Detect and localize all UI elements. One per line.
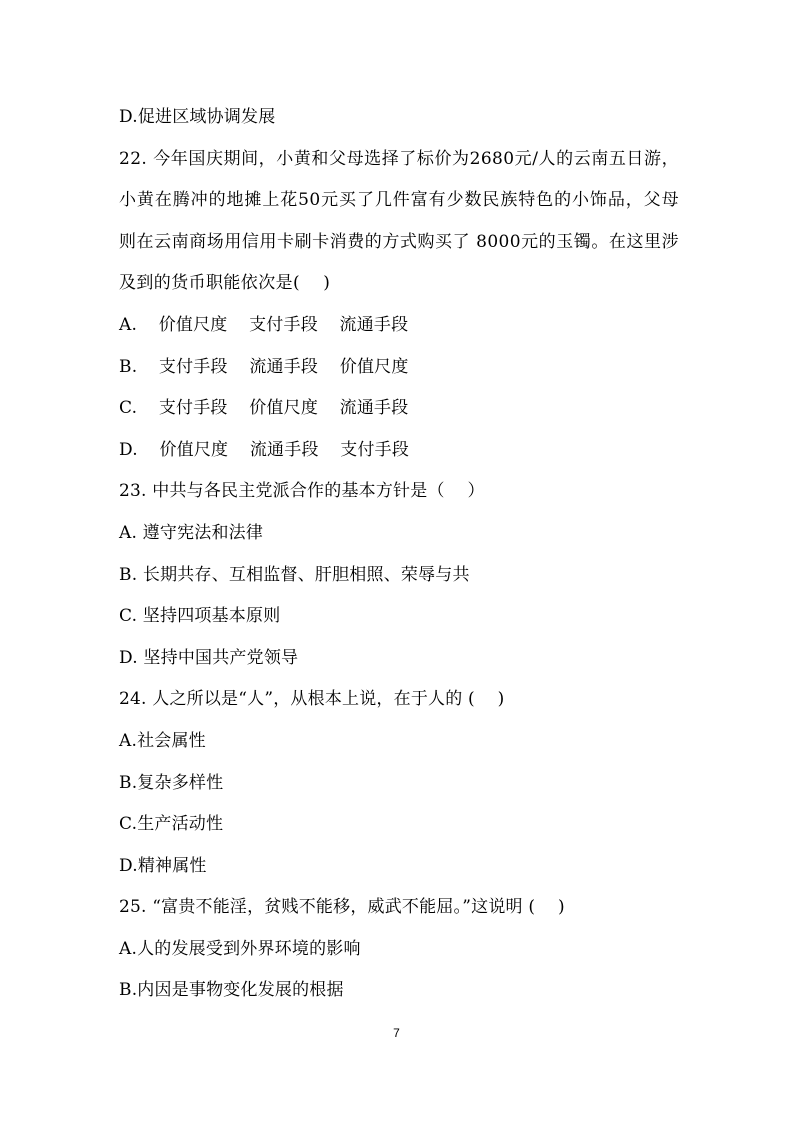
q22-option-a-item-2: 支付手段: [249, 314, 318, 335]
q22-option-c-label: C.: [119, 398, 143, 419]
q22-option-c-item-3: 流通手段: [339, 398, 409, 419]
q23-option-b: B. 长期共存、互相监督、肝胆相照、荣辱与共: [119, 564, 470, 585]
q25-option-a: A.人的发展受到外界环境的影响: [119, 938, 361, 959]
q24-option-c: C.生产活动性: [119, 814, 224, 835]
q23-stem: 23. 中共与各民主党派合作的基本方针是（ ）: [119, 481, 485, 502]
q24-option-b: B.复杂多样性: [119, 772, 224, 793]
q22-option-c-item-1: 支付手段: [158, 398, 228, 419]
q22-option-a: [119, 305, 679, 347]
q21-option-d: D.促进区域协调发展: [119, 107, 276, 127]
q24-stem: 24. 人之所以是“人”，从根本上说，在于人的 ( ): [119, 689, 505, 710]
q24-option-d: D.精神属性: [119, 855, 207, 876]
q22-option-a-label: A.: [119, 314, 143, 335]
q22-option-d: [119, 430, 679, 472]
q25-stem: 25. “富贵不能淫，贫贱不能移，威武不能屈。”这说明 ( ): [119, 897, 565, 918]
q23-option-d: D. 坚持中国共产党领导: [119, 647, 299, 668]
q24-option-a: A.社会属性: [119, 730, 206, 751]
q22-option-d-item-3: 支付手段: [340, 439, 410, 460]
q22-option-b-item-3: 价值尺度: [339, 356, 409, 377]
q22-option-d-item-2: 流通手段: [249, 439, 319, 460]
q22-option-a-item-3: 流通手段: [339, 314, 409, 335]
q22-option-c-item-2: 价值尺度: [249, 398, 319, 419]
q22-option-b-item-1: 支付手段: [158, 356, 228, 377]
q25-option-b: B.内因是事物变化发展的根据: [119, 980, 344, 1001]
q22-option-d-label: D.: [119, 439, 144, 460]
q22-option-a-item-1: 价值尺度: [158, 314, 228, 335]
q22-option-c: [119, 388, 679, 430]
q22-option-b-item-2: 流通手段: [249, 356, 319, 377]
q22-stem: 22. 今年国庆期间，小黄和父母选择了标价为2680元/人的云南五日游，小黄在腾冲的地摊上花50元买了几件富有少数民族特色的小饰品，父母则在云南商场用信用卡刷卡消费的方式购买了 8000元的玉镯。在这里涉及到的货币职能依次是( ): [119, 148, 679, 294]
page-content: [119, 97, 679, 1012]
q23-option-c: C. 坚持四项基本原则: [119, 606, 281, 627]
page-number: 7: [393, 1026, 400, 1040]
q22-option-b-label: B.: [119, 356, 143, 377]
q22-option-d-item-1: 价值尺度: [159, 439, 229, 460]
q22-option-b: [119, 347, 679, 389]
q23-option-a: A. 遵守宪法和法律: [119, 522, 264, 543]
